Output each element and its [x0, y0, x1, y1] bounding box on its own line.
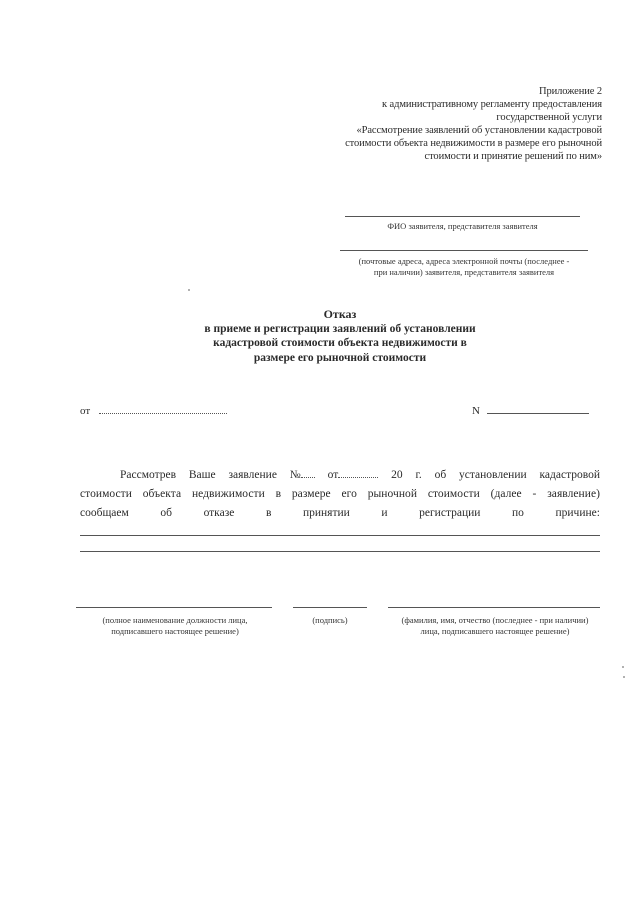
body-word: 20 [391, 469, 403, 481]
title-line: в приеме и регистрации заявлений об установлении [204, 322, 476, 335]
fio-caption-line: (фамилия, имя, отчество (последнее - при наличии) [401, 615, 589, 625]
body-word: от [327, 469, 339, 481]
body-word: принятии [302, 507, 350, 519]
body-paragraph [80, 466, 600, 523]
title-line: размере его рыночной стоимости [253, 351, 427, 364]
application-number-blank[interactable] [301, 477, 315, 478]
body-word: об [160, 507, 172, 519]
from-label: от [80, 405, 91, 417]
position-caption [70, 615, 280, 637]
applicant-address-caption [330, 256, 598, 278]
scan-speck [188, 289, 190, 291]
number-field [472, 405, 589, 417]
body-word: № [289, 469, 301, 481]
body-line-1 [80, 466, 600, 485]
body-word: и [381, 507, 388, 519]
signature-line[interactable] [293, 607, 367, 608]
application-number-field [290, 466, 315, 485]
fio-caption [384, 615, 606, 637]
appendix-line: стоимости и принятие решений по ним» [424, 151, 602, 162]
reason-line-1[interactable] [80, 535, 600, 536]
applicant-name-caption: ФИО заявителя, представителя заявителя [387, 221, 538, 231]
position-caption-line: (полное наименование должности лица, [102, 615, 248, 625]
appendix-header [302, 85, 602, 163]
title-line: кадастровой стоимости объекта недвижимости в [213, 337, 467, 349]
appendix-line: Приложение 2 [538, 86, 602, 97]
appendix-line: «Рассмотрение заявлений об установлении кадастровой [356, 125, 602, 136]
scan-speck [623, 676, 625, 678]
number-blank[interactable] [487, 413, 589, 414]
body-word: Рассмотрев [120, 469, 177, 481]
body-word: г. [415, 469, 422, 481]
date-blank[interactable] [99, 413, 227, 414]
application-date-field [328, 466, 379, 485]
application-date-blank[interactable] [338, 477, 378, 478]
document-title [140, 307, 540, 365]
signature-caption: (подпись) [312, 615, 348, 625]
body-word: регистрации [419, 507, 481, 519]
scan-speck [622, 666, 624, 668]
body-word: кадастровой [539, 469, 600, 481]
applicant-address-line[interactable] [340, 250, 588, 251]
date-field [80, 405, 227, 417]
body-word: в [265, 507, 272, 519]
body-line-3 [80, 504, 600, 523]
position-caption-line: подписавшего настоящее решение) [111, 626, 239, 636]
applicant-address-caption-line: при наличии) заявителя, представителя заявителя [373, 267, 555, 277]
reason-line-2[interactable] [80, 551, 600, 552]
position-signature-line[interactable] [76, 607, 272, 608]
fio-signature-line[interactable] [388, 607, 600, 608]
body-word: причине: [555, 507, 600, 519]
body-word: об [434, 469, 447, 481]
number-label: N [472, 405, 480, 417]
body-line-2: стоимости объекта недвижимости в размере его рыночной стоимости (далее - заявление) [80, 488, 600, 500]
body-word: установлении [459, 469, 527, 481]
fio-caption-line: лица, подписавшего настоящее решение) [420, 626, 570, 636]
body-word: сообщаем [80, 507, 129, 519]
appendix-line: к административному регламенту предоставления [381, 99, 602, 110]
applicant-address-caption-line: (почтовые адреса, адреса электронной почты (последнее - [358, 256, 570, 266]
body-word: Ваше [188, 469, 216, 481]
body-word: отказе [203, 507, 235, 519]
appendix-line: государственной услуги [496, 112, 602, 123]
appendix-line: стоимости объекта недвижимости в размере его рыночной [345, 138, 602, 149]
body-word: по [512, 507, 524, 519]
body-word: заявление [228, 469, 277, 481]
applicant-name-line[interactable] [345, 216, 580, 217]
title-line: Отказ [323, 307, 357, 321]
